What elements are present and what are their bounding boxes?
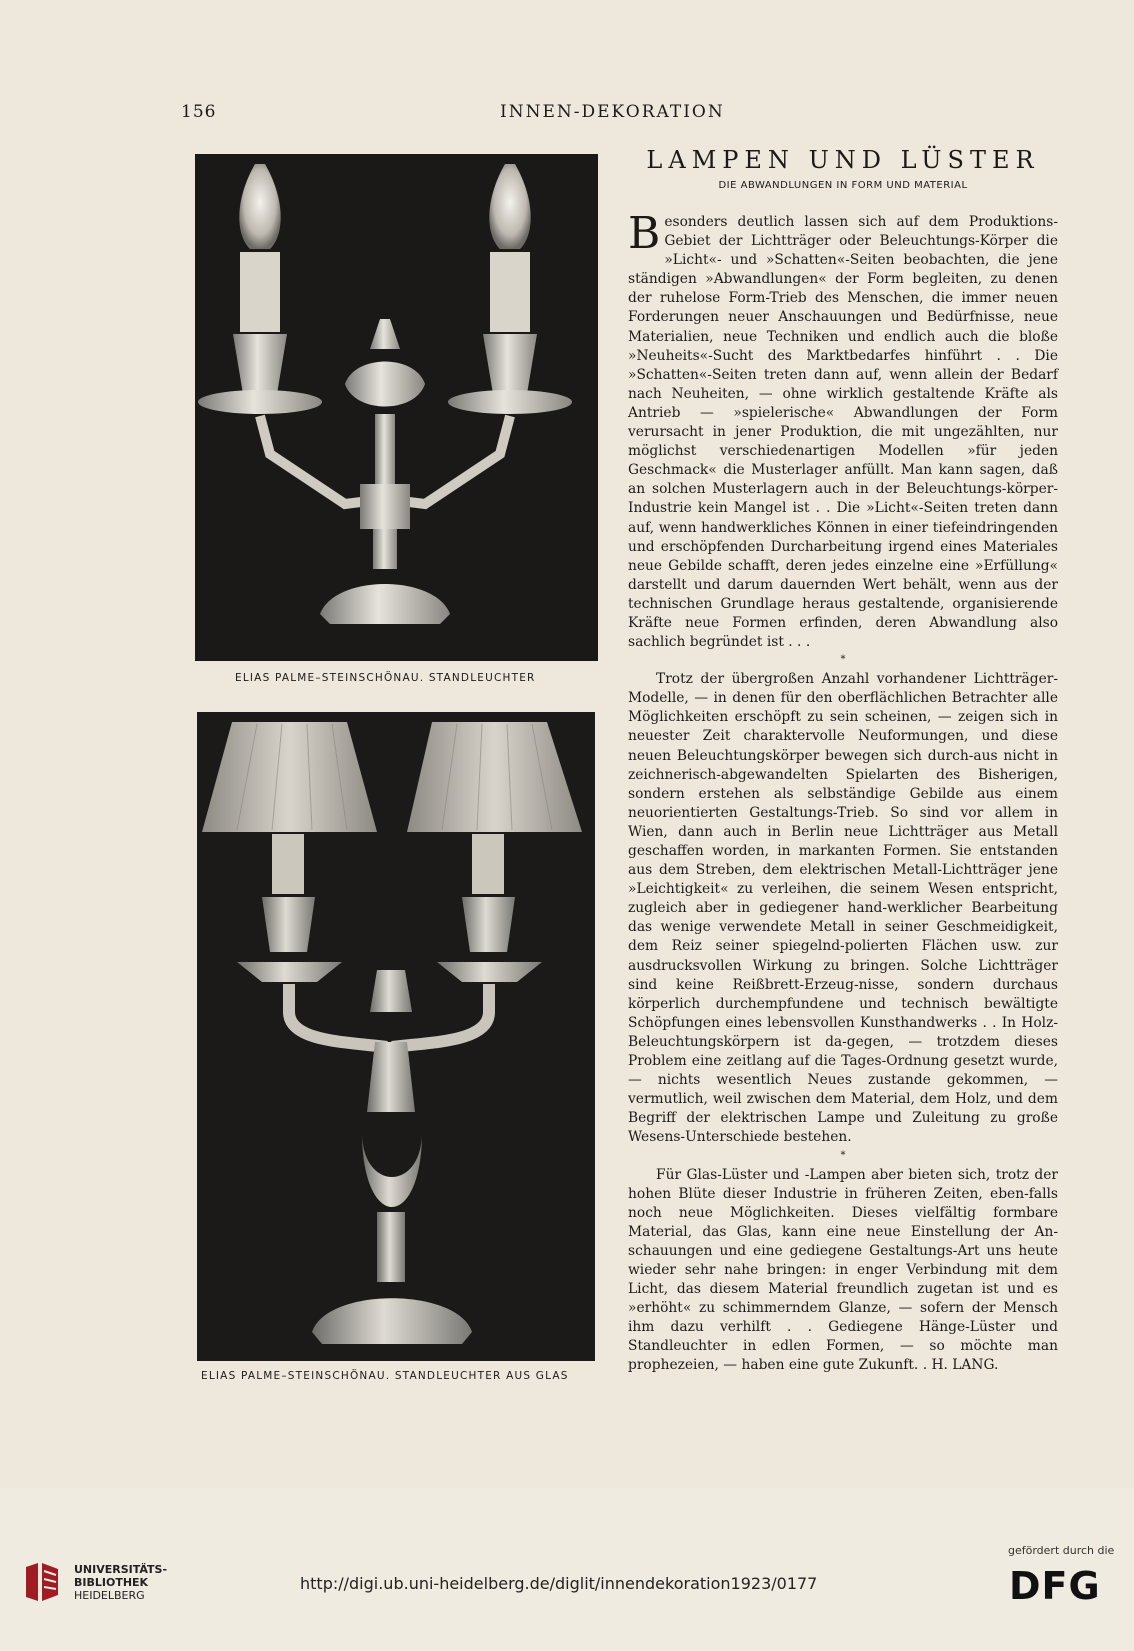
paragraph-1-text: esonders deutlich lassen sich auf dem Produktions-Gebiet der Lichtträger oder Beleuchtungs-Körper die »Licht«- und »Schatten«-Seiten beobachten, die jene ständigen »Abwandlungen« der Form begleiten, zu denen der ruhelose Form-Trieb des Menschen, die immer neuen Forderungen neuer Anschauungen und Bedürfnisse, neue Materialien, neue Techniken und endlich auch die bloße »Neuheits«-Sucht des Marktbedarfes hinführt . . Die »Schatten«-Seiten treten dann auf, wenn allein der Bedarf nach Neuheiten, — ohne wirklich gestaltende Kräfte als Antrieb — »spielerische« Abwandlungen der Form verursacht in jener Produktion, die mit ungezählten, nur möglichst verschiedenartigen Modellen »für jeden Geschmack« die Musterlager anfüllt. Man kann sagen, daß an solchen Musterlagern auch in der Beleuchtungs-körper-Industrie kein Mangel ist . . Die »Licht«-Seiten treten dann auf, wenn handwerkliches Können in einer tiefeindringenden und erschöpfenden Durcharbeitung irgend eines Materiales neue Gebilde schafft, deren jedes einzelne eine »Erfüllung« darstellt und darum dauernden Wert behält, wenn aus der technischen Grundlage heraus gestaltende, organisierende Kräfte neue Formen erfinden, deren Abwandlung also sachlich begründet ist . . . bbox=[628, 214, 1058, 651]
paragraph-1 bbox=[628, 208, 1058, 652]
digitization-footer bbox=[0, 1500, 1134, 1651]
article-title: LAMPEN UND LÜSTER bbox=[646, 146, 1040, 174]
figure-caption-top: ELIAS PALME–STEINSCHÖNAU. STANDLEUCHTER bbox=[235, 672, 536, 684]
article-column bbox=[628, 146, 1058, 1376]
dfg-logo: DFG bbox=[1009, 1564, 1101, 1608]
drop-cap: B bbox=[628, 208, 661, 259]
candelabra-photo-bottom bbox=[197, 712, 595, 1361]
funder-label: gefördert durch die bbox=[1008, 1544, 1115, 1557]
university-library-logo-icon bbox=[22, 1561, 64, 1603]
permalink-url[interactable]: http://digi.ub.uni-heidelberg.de/diglit/innendekoration1923/0177 bbox=[300, 1574, 818, 1593]
page-number: 156 bbox=[181, 102, 217, 122]
section-divider-star: * bbox=[840, 1149, 846, 1161]
section-divider-star: * bbox=[840, 654, 846, 666]
paragraph-3: Für Glas-Lüster und -Lampen aber bieten sich, trotz der hohen Blüte dieser Industrie in früheren Zeiten, eben-falls noch neue Möglichkeiten. Dieses vielfältig formbare Material, das Glas, kann eine neue Einstellung der An-schauungen und eine gediegene Gestaltungs-Art uns heute wieder sehr nahe bringen: in enger Verbindung mit dem Licht, das diesem Material freundlich zugetan ist und es »erhöht« zu schimmerndem Glanze, — sofern der Mensch ihm dazu verhilft . . Gediegene Hänge-Lüster und Standleuchter in edlen Formen, — so möchte man prophezeien, — haben eine gute Zukunft. . H. LANG. bbox=[628, 1166, 1058, 1374]
article-subtitle: DIE ABWANDLUNGEN IN FORM UND MATERIAL bbox=[718, 180, 968, 191]
paragraph-2: Trotz der übergroßen Anzahl vorhandener Lichtträger-Modelle, — in denen für den oberflächlichen Betrachter alle Möglichkeiten erschöpft zu sein scheinen, — zeigen sich in neuester Zeit charaktervolle Neuformungen, und diese neuen Beleuchtungskörper bewegen sich durch-aus nicht in zeichnerisch-abgewandelten Spielarten des Bisherigen, sondern erstehen als selbständige Gebilde aus einem neuorientierten Gestaltungs-Trieb. So sind vor allem in Wien, dann auch in Berlin neue Lichtträger aus Metall geschaffen worden, in markanten Formen. Sie entstanden aus dem Streben, dem elektrischen Metall-Lichtträger jene »Leichtigkeit« zu verleihen, die seinem Wesen entspricht, zugleich aber in gediegener hand-werklicher Bearbeitung das wenige verwendete Metall in seiner Geschmeidigkeit, dem Reiz seiner spiegelnd-polierten Flächen usw. zur ausdrucksvollen Wirkung zu bringen. Solche Lichtträger sind keine Reißbrett-Erzeug-nisse, sondern durchaus körperlich durchempfundene und technisch bewältigte Schöpfungen eines lebensvollen Kunsthandwerks . . In Holz-Beleuchtungskörpern ist da-gegen, — trotzdem dieses Problem eine zeitlang auf die Tages-Ordnung gesetzt wurde, — nichts wesentlich Neues zustande gekommen, — vermutlich, weil zwischen dem Material, dem Holz, und dem Begriff der elektrischen Lampe und Zuleitung zu große Wesens-Unterschiede bestehen. bbox=[628, 671, 1058, 1146]
university-library-name: UNIVERSITÄTS- BIBLIOTHEK HEIDELBERG bbox=[74, 1563, 168, 1602]
candelabra-photo-top bbox=[195, 154, 598, 661]
running-head: INNEN-DEKORATION bbox=[500, 102, 725, 122]
figure-caption-bottom: ELIAS PALME–STEINSCHÖNAU. STANDLEUCHTER AUS GLAS bbox=[201, 1370, 569, 1382]
